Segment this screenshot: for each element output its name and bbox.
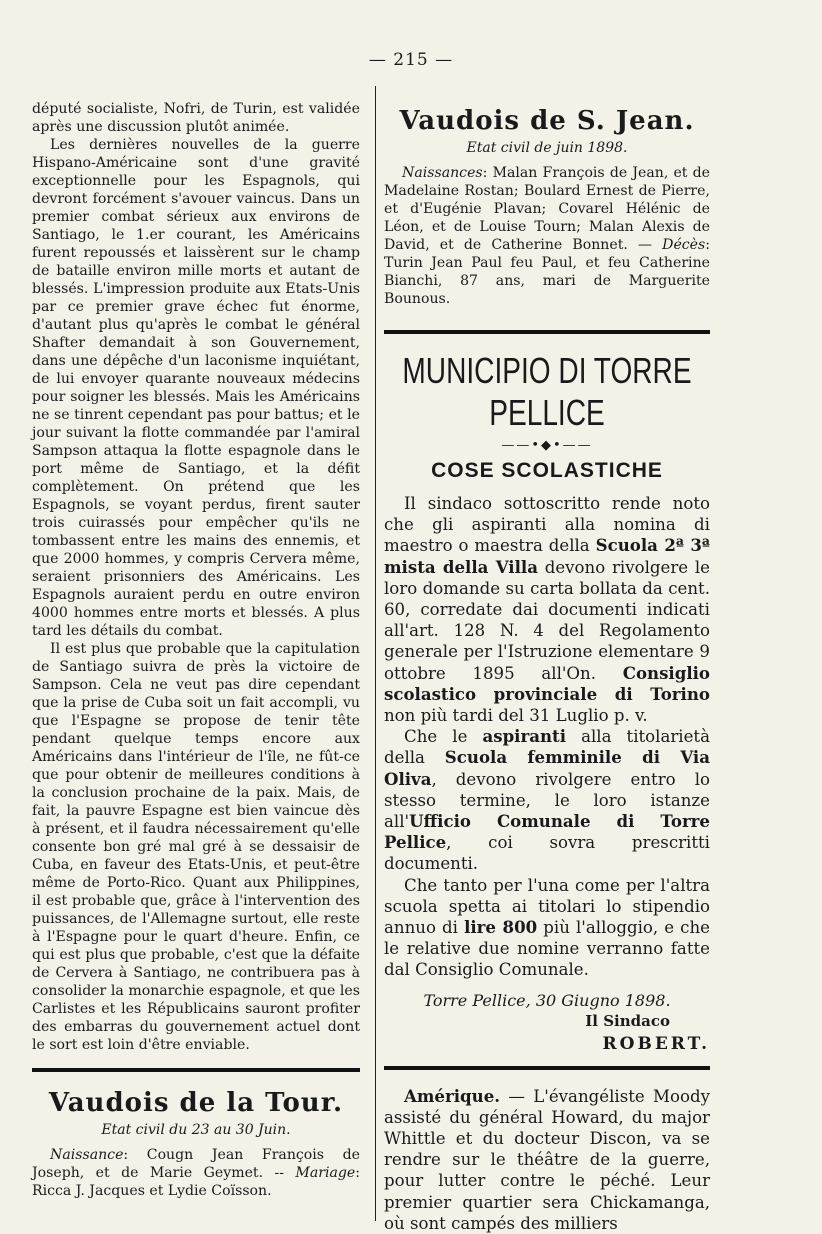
municipio-heading: MUNICIPIO DI TORRE PELLICE <box>402 350 692 433</box>
notice-paragraph <box>384 726 710 874</box>
left-column <box>32 100 360 1200</box>
column-divider <box>375 86 376 1221</box>
right-column <box>384 100 710 1234</box>
tour-subheading: Etat civil du 23 au 30 Juin. <box>101 1122 291 1138</box>
section-rule <box>384 330 710 334</box>
bold-run: Ufficio Comunale di Torre Pellice <box>384 811 710 853</box>
jean-subheading: Etat civil de juin 1898. <box>466 140 628 156</box>
jean-heading: Vaudois de S. Jean. <box>399 106 695 136</box>
amerique-label: Amérique. <box>404 1085 501 1106</box>
tour-section <box>32 1088 360 1200</box>
place-date: Torre Pellice, 30 Giugno 1898. <box>423 990 671 1010</box>
naissances-label: Naissances <box>402 165 483 181</box>
naissances-text: : Malan François de Jean, et de Madelaine Rostan; Boulard Ernest de Pierre, et d'Eugénie Plavan; Covarel Hélénic de Léon, et de Louise Tourn; Malan Alexis de David, et de Catherine Bonnet. — <box>384 165 710 253</box>
text-run: alla titolarietà della <box>384 727 710 768</box>
notice-paragraph <box>384 493 710 726</box>
tour-entries <box>32 1146 360 1200</box>
text-run: più l'alloggio, e che le relative due nomine verranno fatte dal Consiglio Comunale. <box>384 918 710 980</box>
tour-heading: Vaudois de la Tour. <box>48 1088 344 1118</box>
mariage-label: Mariage <box>295 1165 356 1181</box>
text-run: , devono rivolgere entro lo stesso termine, le loro istanze all' <box>384 769 710 832</box>
cose-scolastiche-heading: COSE SCOLASTICHE <box>431 459 663 482</box>
text-run: Che tanto per l'una come per l'altra scuola spetta ai titolari lo stipendio annuo di <box>384 875 710 938</box>
jean-entries <box>384 164 710 308</box>
text-run: devono rivolgere le loro domande su carta bollata da cent. 60, corredate dai documenti indicati all'art. 128 N. 4 del Regolamento generale per l'Istruzione elementare 9 ottobre 1895 all'On. <box>384 557 710 683</box>
page-number: — 215 — <box>368 50 454 70</box>
article-paragraph: Les dernières nouvelles de la guerre Hispano-Américaine sont d'une gravité exceptionnelle pour les Espagnols, qui devront forcément s'avouer vaincus. Dans un premier combat sérieux aux environs de Santiago, le 1.er courant, les Américains furent repoussés et laissèrent sur le champ de bataille environ mille morts et autant de blessés. L'impression produite aux Etats-Unis par ce premier grave échec fut énorme, d'autant plus qu'après le combat le général Shafter demandait à son Gouvernement, dans une dépêche d'un laconisme inquiétant, de lui envoyer quarante nouveaux médecins pour soigner les blessés. Mais les Américains ne se tinrent cependant pas pour battus; et le jour suivant la flotte commandée par l'amiral Sampson attaqua la flotte espagnole dans le port même de Santiago, et la défit complètement. On prétend que les Espagnols, se voyant perdus, firent sauter trois cuirassés pour empêcher qu'ils ne tombassent entre les mains des ennemis, et que 2000 hommes, y compris Cervera même, seraient prisonniers des Américains. Les Espagnols auraient perdu en outre environ 4000 hommes entre morts et blessés. A plus tard les détails du combat. <box>32 137 360 639</box>
amerique-paragraph <box>384 1086 710 1234</box>
bold-run: Scuola 2ª 3ª mista della Villa <box>384 535 710 577</box>
deces-text: : Turin Jean Paul feu Paul, et feu Catherine Bianchi, 87 ans, mari de Marguerite Bounous. <box>384 237 710 307</box>
section-rule <box>32 1068 360 1072</box>
bold-run: lire 800 <box>464 917 538 938</box>
mariage-text: : Ricca J. Jacques et Lydie Coïsson. <box>32 1165 360 1199</box>
section-rule <box>384 1066 710 1070</box>
bold-run: Consiglio scolastico provinciale di Torino <box>384 662 710 704</box>
text-run: non più tardi del 31 Luglio p. v. <box>384 706 648 726</box>
article-paragraph: Il est plus que probable que la capitulation de Santiago suivra de près la victoire de Sampson. Cela ne veut pas dire cependant que la prise de Cuba soit un fait accompli, vu que l'Espagne se propose de tenir tête pendant quelque temps encore aux Américains dans l'intérieur de l'île, ne fût-ce que pour obtenir de meilleures conditions à la conclusion prochaine de la paix. Mais, de fait, la pauvre Espagne est bien vaincue dès à présent, et il faudra nécessairement qu'elle consente bon gré mal gré à se dessaisir de Cuba, en faveur des Etats-Unis, et peut-être même de Porto-Rico. Quant aux Philippines, il est probable que, grâce à l'intervention des puissances, de l'Allemagne surtout, elle reste à l'Espagne pour le quart d'heure. Enfin, ce qui est plus que probable, c'est que la défaite de Cervera à Santiago, ne contribuera pas à consolider la monarchie espagnole, et que les Carlistes et les Républicains sauront profiter des embarras du gouvernement actuel dont le sort est loin d'être enviable. <box>32 641 360 1053</box>
naissance-text: : Cougn Jean François de Joseph, et de Marie Geymet. -- <box>32 1147 360 1181</box>
article-paragraph: député socialiste, Nofri, de Turin, est validée après une discussion plutôt animée. <box>32 101 360 135</box>
text-run: , coi sovra prescritti documenti. <box>384 833 710 874</box>
signature-name: ROBERT. <box>602 1033 710 1054</box>
bold-run: Scuola femminile di Via Oliva <box>384 747 710 789</box>
naissance-label: Naissance <box>50 1147 124 1163</box>
text-run: Che le <box>404 727 483 747</box>
jean-section <box>384 106 710 308</box>
ornament-divider: ——•◆•—— <box>501 438 593 453</box>
bold-run: aspiranti <box>482 726 566 747</box>
signature-title: Il Sindaco <box>585 1011 670 1030</box>
deces-label: Décès <box>662 237 706 253</box>
municipio-section <box>384 350 710 1054</box>
amerique-text: — L'évangéliste Moody assisté du général Howard, du major Whittle et du docteur Discon, va se rendre sur le théâtre de la guerre, pour lutter contre le péché. Leur premier quartier sera Chickamanga, où sont campés des milliers <box>384 1086 710 1233</box>
notice-paragraph <box>384 875 710 981</box>
text-run: Il sindaco sottoscritto rende noto che gli aspiranti alla nomina di maestro o maestra della <box>384 494 710 556</box>
